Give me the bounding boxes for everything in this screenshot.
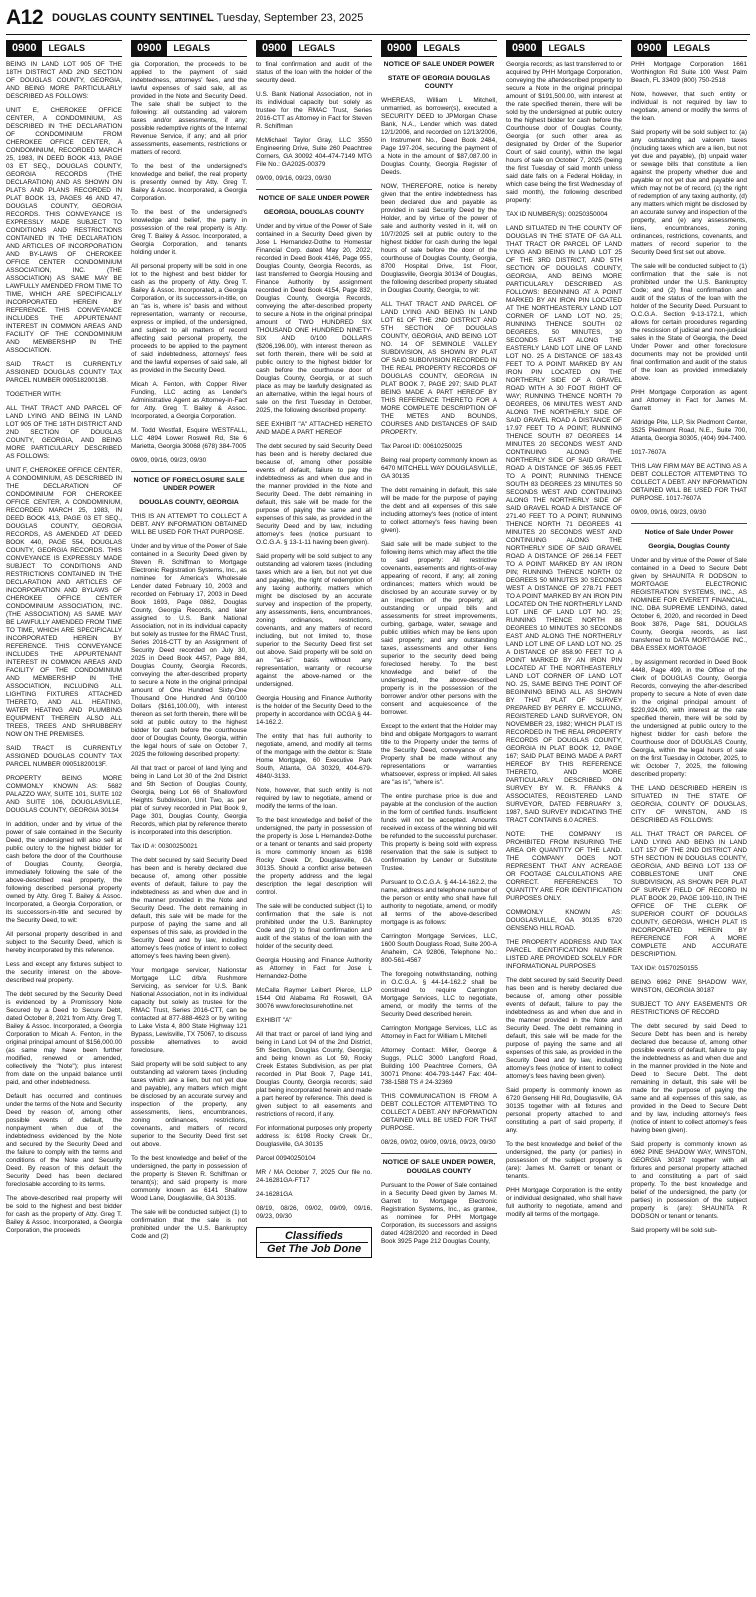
section-label: LEGALS xyxy=(173,43,210,53)
notice-paragraph: To the best of the undersigned's knowledge and belief, the real property is presently owned by Atty. Greg T. Bailey & Assoc. Incorporated, a Georgia Corporation. xyxy=(131,163,247,202)
section-label: LEGALS xyxy=(548,43,585,53)
notice-paragraph: , by assignment recorded in Deed Book 4448, Page 499, in the Office of the Clerk of DOUGLAS County, Georgia Records, conveying the after-described property to secure a Note of even date in the original principal amount of $220,924.00, with interest at the rate specified therein, there will be sold by the undersigned at public outcry to the highest bidder for cash before the Courthouse door of DOUGLAS County, Georgia, within the legal hours of sale on the first Tuesday in October, 2025, to wit: October 7, 2025, the following described property: xyxy=(631,659,747,779)
notice-paragraph: THIS LAW FIRM MAY BE ACTING AS A DEBT COLLECTOR ATTEMPTING TO COLLECT A DEBT. ANY INFORMATION OBTAINED WILL BE USED FOR THAT PURPOSE. 1017-7607A xyxy=(631,463,747,502)
notice-paragraph: 08/19, 08/26, 09/02, 09/09, 09/16, 09/23, 09/30 xyxy=(256,1205,372,1221)
section-code: 0900 xyxy=(256,41,292,56)
notice-paragraph: 09/09, 09/16, 09/23, 09/30 xyxy=(631,509,707,516)
notice-paragraph: To the best of the undersigned's knowledge and belief, the party in possession of the real property is Atty. Greg T. Bailey & Assoc. Incorporated, a Georgia Corporation, and tenants holding under it. xyxy=(131,209,247,256)
notice-paragraph: TOGETHER WITH: xyxy=(6,391,62,398)
notice-paragraph: gia Corporation, the proceeds to be applied to the payment of said indebtedness, attorneys' fees, and the lawful expenses of said sale, all as provided in the Note and Security Deed. The sale shall be subject to the following: all outstanding ad valorem taxes and/or assessments, if any; possible redemptive rights of the Internal Revenue Service, if any; and all prior assessments, easements, restrictions or matters of record. xyxy=(131,61,247,156)
notice-paragraph: BEING IN LAND LOT 905 OF THE 18TH DISTRICT AND 2ND SECTION OF DOUGLAS COUNTY, GEORGIA, AND BEING MORE PARTICULARLY DESCRIBED AS FOLLOWS: xyxy=(6,61,122,100)
notice-paragraph: TAX ID#: 01570250155 xyxy=(631,965,698,973)
notice-paragraph: All personal property will be sold in one lot to the highest and best bidder for cash as the property of Atty. Greg T. Bailey & Assoc. Incorporated, a Georgia Corporation, or its successors-in-title, on an "as is, where is" basis and without representation, warranty or recourse, express or implied, of the undersigned, and subject to all matters of record affecting said personal property, the proceeds to be applied to the payment of said indebtedness, attorneys' fees and the lawful expenses of said sale, all as provided in the Security Deed. xyxy=(131,263,247,374)
column-body xyxy=(6,61,122,1235)
notice-paragraph: Said sale will be made subject to the following items which may affect the title to said property: All restrictive covenants, easements and rights-of-way appearing of record, if any; all zoning ordinances; matters which would be disclosed by an accurate survey or by an inspection of the property; all outstanding or unpaid bills and assessments for street improvements, curbing, garbage, water, sewage and public utilities which may be liens upon said property; and any outstanding taxes, assessments and other liens superior to the security deed being foreclosed hereby. To the best knowledge and belief of the undersigned, the above-described property is in the possession of the borrower and/or other persons with the consent and acquiescence of the borrower. xyxy=(381,541,497,717)
notice-paragraph: NOTE: THE COMPANY IS PROHIBITED FROM INSURING THE AREA OR QUANTITY OF THE LAND. THE COMPANY DOES NOT REPRESENT THAT ANY ACREAGE OR FOOTAGE CALCULATIONS ARE CORRECT. REFERENCES TO QUANTITY ARE FOR IDENTIFICATION PURPOSES ONLY. xyxy=(506,831,622,902)
column-body xyxy=(131,61,247,1241)
issue-date: Tuesday, September 23, 2025 xyxy=(216,12,364,24)
notice-paragraph: PHH Mortgage Corporation is the entity or individual designated, who shall have full authority to negotiate, amend and modify all terms of the mortgage. xyxy=(506,1187,622,1218)
section-header xyxy=(381,40,497,57)
notice-divider xyxy=(131,471,247,472)
notice-paragraph: 24-16281GA xyxy=(256,1191,293,1199)
section-code: 0900 xyxy=(6,41,42,56)
section-code: 0900 xyxy=(631,41,667,56)
notice-paragraph: MR / MA October 7, 2025 Our file no. 24-16281GA-FT17 xyxy=(256,1169,372,1185)
notice-paragraph: PHH Mortgage Corporation 1661 Worthington Rd Suite 100 West Palm Beach, FL 33409 (800) 750-2518 xyxy=(631,61,747,84)
notice-heading: Georgia, Douglas County xyxy=(648,543,730,551)
notice-paragraph: THE PROPERTY ADDRESS AND TAX PARCEL IDENTIFICATION NUMBER LISTED ARE PROVIDED SOLELY FOR INFORMATIONAL PURPOSES xyxy=(506,939,622,970)
section-label: LEGALS xyxy=(673,43,710,53)
notice-paragraph: The entity that has full authority to negotiate, amend, and modify all terms of the mortgage with the debtor is: State Home Mortgage, 60 Executive Park South, Atlanta, GA 30329, 404-679-4840/-3133. xyxy=(256,733,372,781)
notice-paragraph: M. Todd Westfall, Esquire WESTFALL, LLC 4894 Lower Roswell Rd, Ste 6 Marietta, Georgia 30068 (678) 384-7005 xyxy=(131,427,247,450)
notice-paragraph: Under and by virtue of the Power of Sale contained in a Deed to Secure Debt given by SHAUNITA R DODSON to MORTGAGE ELECTRONIC REGISTRATION SYSTEMS, INC., AS NOMINEE FOR EVERETT FINANCIAL, INC. DBA SUPREME LENDING, dated October 6, 2020, and recorded in Deed Book 3876, Page 581, DOUGLAS County, Georgia records, as last transferred to DATA MORTGAGE INC., DBA ESSEX MORTGAGE xyxy=(631,557,747,653)
notice-paragraph: 09/09, 09/16, 09/23, 09/30 xyxy=(131,457,207,464)
notice-paragraph: Aldridge Pite, LLP, Six Piedmont Center, 3525 Piedmont Road, N.E., Suite 700, Atlanta, Georgia 30305, (404) 994-7400. xyxy=(631,419,747,442)
notice-heading: NOTICE OF SALE UNDER POWER, DOUGLAS COUNTY xyxy=(382,1159,496,1175)
notice-heading: STATE OF GEORGIA DOUGLAS COUNTY xyxy=(387,75,491,91)
paper-name: DOUGLAS COUNTY SENTINEL xyxy=(52,12,214,24)
notice-paragraph: BEING 6962 PINE SHADOW WAY, WINSTON, GEORGIA 30187 xyxy=(631,979,747,995)
notice-paragraph: Attorney Contact: Miller, George & Suggs, PLLC 3000 Langford Road, Building 100 Peachtree Corners, GA 30071 Phone: 404-793-1447 Fax: 404-738-1588 TS # 24-32369 xyxy=(381,1047,497,1087)
masthead xyxy=(0,0,756,42)
notice-paragraph: SAID TRACT IS CURRENTLY ASSIGNED DOUGLAS COUNTY TAX PARCEL NUMBER 09051820013B. xyxy=(6,361,122,384)
notice-paragraph: The sale will be conducted subject to (1) confirmation that the sale is not prohibited under the U.S. Bankruptcy Code; and (2) final confirmation and audit of the status of the loan with the holder of the Security Deed. Pursuant to O.C.G.A. Section 9-13-172.1, which allows for certain procedures regarding the rescission of judicial and non-judicial sales in the State of Georgia, the Deed Under Power and other foreclosure documents may not be provided until final confirmation and audit of the status of the loan as provided immediately above. xyxy=(631,263,747,382)
section-header xyxy=(131,40,247,57)
notice-paragraph: Georgia Housing and Finance Authority is the holder of the Security Deed to the property in accordance with OCGA § 44-14-162.2. xyxy=(256,695,372,727)
notice-paragraph: Tax ID #: 00300250021 xyxy=(131,843,198,851)
notice-paragraph: Carrington Mortgage Services, LLC, 1600 South Douglass Road, Suite 200-A Anaheim, CA 92806, Telephone No.: 800-561-4567 xyxy=(381,933,497,965)
column-body xyxy=(631,61,747,1235)
notice-paragraph: To the best knowledge and belief of the undersigned, the party in possession of the property is Steven R. Schiffman or tenant(s); and said property is more commonly known as 6141 Shallow Wood Lane, Douglasville, GA 30135. xyxy=(131,1155,247,1203)
notice-paragraph: ALL THAT TRACT AND PARCEL OF LAND LYING AND BEING IN LAND LOT 905 OF THE 18TH DISTRICT AND 2ND SECTION OF DOUGLAS COUNTY, GEORGIA, AND BEING MORE PARTICULARLY DESCRIBED AS FOLLOWS: xyxy=(6,405,122,460)
notice-paragraph: The above-described real property will be sold to the highest and best bidder for cash as the property of Atty. Greg T. Bailey & Assoc. Incorporated, a Georgia Corporation, the proceeds xyxy=(6,1195,122,1234)
column-4 xyxy=(381,40,497,1594)
notice-heading: GEORGIA, DOUGLAS COUNTY xyxy=(263,209,365,217)
notice-heading: Notice of Sale Under Power xyxy=(644,529,734,536)
notice-paragraph: PHH Mortgage Corporation as agent and Attorney in Fact for James M. Garrett xyxy=(631,389,747,412)
notice-paragraph: COMMONLY KNOWN AS: DOUGLASVILLE, GA 30135 6720 GENSENG HILL ROAD. xyxy=(506,909,622,932)
notice-paragraph: Your mortgage servicer, Nationstar Mortgage LLC d/b/a Rushmore Servicing, as servicer for U.S. Bank National Association, not in its individual capacity but solely as trustee for the RMAC Trust, Series 2016-CTT, can be contacted at 877-888-4623 or by writing to Lake Vista 4, 800 State Highway 121 Bypass, Lewisville, TX 75067, to discuss possible alternatives to avoid foreclosure. xyxy=(131,967,247,1055)
section-code: 0900 xyxy=(506,41,542,56)
notice-paragraph: McMichael Taylor Gray, LLC 3550 Engineering Drive, Suite 260 Peachtree Corners, GA 30092 404-474-7149 MTG File No.: GA2025-00379 xyxy=(256,137,372,168)
notice-paragraph: The sale will be conducted subject (1) to confirmation that the sale is not prohibited under the U.S. Bankruptcy Code and (2) xyxy=(131,1209,247,1241)
notice-paragraph: Said property is commonly known as 6962 PINE SHADOW WAY, WINSTON, GEORGIA 30187 together with all fixtures and personal property attached to and constituting a part of said property. To the best knowledge and belief of the undersigned, the party (or parties) in possession of the subject property is (are): SHAUNITA R DODSON or tenant or tenants. xyxy=(631,1141,747,1221)
notice-heading: DOUGLAS COUNTY, GEORGIA xyxy=(139,499,239,507)
notice-paragraph: Less and except any fixtures subject to the security interest on the above-described real property. xyxy=(6,961,122,984)
notice-paragraph: TAX ID NUMBER(S): 00250350004 xyxy=(506,211,608,218)
notice-paragraph: The debt secured by said Security Deed has been and is hereby declared due because of, among other possible events of default, failure to pay the indebtedness as and when due and in the manner provided in the Note and Security Deed. The debt remaining in default, this sale will be made for the purpose of paying the same and all expenses of this sale, as provided in the Security Deed and by law, including attorney's fees (notice of intent to collect attorney's fees having been given). xyxy=(506,977,622,1080)
notice-divider xyxy=(631,523,747,524)
legals-columns xyxy=(6,40,750,1594)
notice-paragraph: The debt secured by the Security Deed is evidenced by a Promissory Note Secured by a Deed to Secure Debt, dated October 8, 2021 from Atty. Greg T. Bailey & Assoc. Incorporated, a Georgia Corporation to Micah A. Fenton, in the original principal amount of $156,000.00 (as same may have been further modified, renewed or amended, collectively the "Note"); plus interest from date on the unpaid balance until paid, and other indebtedness. xyxy=(6,991,122,1086)
notice-paragraph: For informational purposes only property address is: 6198 Rocky Creek Dr., Douglasville, GA 30135 xyxy=(256,1125,372,1149)
section-label: LEGALS xyxy=(423,43,460,53)
section-label: LEGALS xyxy=(298,43,335,53)
notice-paragraph: All that tract or parcel of land lying and being in Land Lot 94 of the 2nd District, 5th Section, Douglas County, Georgia; and being known as Lot 59, Rocky Creek Estates Subdivision, as per plat recorded in Plat Book 7, Page 141, Douglas County, Georgia records; said plat being incorporated herein and made a part hereof by reference. This deed is given subject to all easements and restrictions of record, if any. xyxy=(256,1031,372,1119)
masthead-title xyxy=(52,12,363,24)
page-number: A12 xyxy=(6,6,44,29)
notice-divider xyxy=(381,1153,497,1154)
notice-paragraph: The debt secured by said Security Deed has been and is hereby declared due because of, among other possible events of default, failure to pay the indebtedness as and when due and in the manner provided in the Note and Security Deed. The debt remaining in default, this sale will be made for the purpose of paying the same and all expenses of this sale, as provided in the Security Deed and by law, including attorney's fees (notice pursuant to O.C.G.A. § 13-1-11 having been given). xyxy=(256,443,372,547)
notice-paragraph: SUBJECT TO ANY EASEMENTS OR RESTRICTIONS OF RECORD xyxy=(631,1001,747,1017)
notice-paragraph: EXHIBIT "A" xyxy=(256,1017,292,1025)
notice-divider xyxy=(256,189,372,190)
notice-heading: NOTICE OF FORECLOSURE SALE UNDER POWER xyxy=(133,477,245,493)
notice-paragraph: Parcel 00940250104 xyxy=(256,1155,316,1163)
notice-paragraph: SEE EXHIBIT "A" ATTACHED HERETO AND MADE A PART HEREOF xyxy=(256,421,372,437)
notice-paragraph: Georgia records; as last transferred to or acquired by PHH Mortgage Corporation, conveying the afterdescribed property to secure a Note in the original principal amount of $191,500.00, with interest at the rate specified therein, there will be sold by the undersigned at public outcry to the highest bidder for cash before the Courthouse door of Douglas County, Georgia (or such other area as designated by Order of the Superior Court of said county), within the legal hours of sale on October 7, 2025 (being the first Tuesday of said month unless said date falls on a Federal Holiday, in which case being the first Wednesday of said month), the following described property: xyxy=(506,61,622,204)
notice-paragraph: 1017-7607A xyxy=(631,449,667,456)
column-body xyxy=(381,61,497,1246)
classifieds-logo xyxy=(256,1227,372,1258)
section-header xyxy=(6,40,122,57)
notice-paragraph: Pursuant to O.C.G.A. § 44-14-162.2, the name, address and telephone number of the person or entity who shall have full authority to negotiate, amend, or modify all terms of the above-described mortgage is as follows: xyxy=(381,879,497,927)
notice-paragraph: PROPERTY BEING MORE COMMONLY KNOWN AS: 5682 PALAZZO WAY, SUITE 101, SUITE 102 AND SUITE 106, DOUGLASVILLE, DOUGLAS COUNTY, GEORGIA 30134 xyxy=(6,775,122,814)
notice-paragraph: Said property will be sold subject to any outstanding ad valorem taxes (including taxes which are a lien, but not yet due and payable), any matters which might be disclosed by an accurate survey and inspection of the property, any assessments, liens, encumbrances, zoning ordinances, restrictions, covenants, and matters of record superior to the Security Deed first set out above. xyxy=(131,1061,247,1149)
notice-paragraph: The debt remaining in default, this sale will be made for the purpose of paying the debt and all expenses of this sale including attorney's fees (notice of intent to collect attorney's fees having been given). xyxy=(381,487,497,535)
section-code: 0900 xyxy=(131,41,167,56)
notice-paragraph: Tax Parcel ID: 00610250025 xyxy=(381,443,463,451)
column-3 xyxy=(256,40,372,1594)
notice-paragraph: All that tract or parcel of land lying and being in Land Lot 30 of the 2nd District and 5th Section of Douglas County, Georgia, being Lot 66 of Shallowford Heights Subdivision, Unit Two, as per plat of survey recorded in Plat Book 9, Page 301, Douglas County, Georgia Records, which plat by reference thereto is incorporated into this description. xyxy=(131,765,247,837)
notice-paragraph: Micah A. Fenton, with Copper River Funding, LLC acting as Lender's Administrative Agent as Attorney-in-Fact for Atty. Greg T. Bailey & Assoc. Incorporated, a Georgia Corporation. xyxy=(131,381,247,420)
notice-paragraph: THIS IS AN ATTEMPT TO COLLECT A DEBT. ANY INFORMATION OBTAINED WILL BE USED FOR THAT PURPOSE. xyxy=(131,513,247,537)
notice-paragraph: Pursuant to the Power of Sale contained in a Security Deed given by James M. Garrett to Mortgage Electronic Registration Systems, Inc., as grantee, as nominee for PHH Mortgage Corporation, its successors and assigns dated 4/28/2020 and recorded in Deed Book 3925 Page 212 Douglas County, xyxy=(381,1181,497,1245)
notice-paragraph: Said property will be sold subject to any outstanding ad valorem taxes (including taxes which are a lien, but not yet due and payable), the right of redemption of any taxing authority, matters which might be disclosed by an accurate survey and inspection of the property, any assessments, liens, encumbrances, zoning ordinances, restrictions, covenants, and any matters of record including, but not limited to, those superior to the Security Deed first set out above. Said property will be sold on an "as-is" basis without any representation, warranty or recourse against the above-named or the undersigned. xyxy=(256,553,372,689)
notice-paragraph: Under and by virtue of the Power of Sale contained in a Security Deed given by Steven R. Schiffman to Mortgage Electronic Registration Systems, Inc., as nominee for America's Wholesale Lender dated February 10, 2003 and recorded on February 17, 2003 in Deed Book 1693, Page 0862, Douglas County, Georgia Records, and later assigned to U.S. Bank National Association, not in its individual capacity but solely as trustee for the RMAC Trust, Series 2016-CTT by an Assignment of Security Deed recorded on July 30, 2025 in Deed Book 4457, Page 884, Douglas County, Georgia Records, conveying the after-described property to secure a Note in the original principal amount of One Hundred Sixty-One Thousand One Hundred And 00/100 Dollars ($161,100.00), with interest thereon as set forth therein, there will be sold at public outcry to the highest bidder for cash before the courthouse door of Douglas County, Georgia, within the legal hours of sale on October 7, 2025 the following described property: xyxy=(131,543,247,759)
notice-paragraph: Note, however, that such entity or individual is not required by law to negotiate, amend or modify the terms of the loan. xyxy=(631,91,747,122)
notice-paragraph: to final confirmation and audit of the status of the loan with the holder of the security deed. xyxy=(256,61,372,84)
notice-paragraph: The debt secured by said Deed to Secure Debt has been and is hereby declared due because of, among other possible events of default, failure to pay the indebtedness as and when due and in the manner provided in the Note and Deed to Secure Debt. The debt remaining in default, this sale will be made for the purpose of paying the same and all expenses of this sale, as provided in the Deed to Secure Debt and by law, including attorney's fees (notice of intent to collect attorney's fees having been given). xyxy=(631,1023,747,1135)
column-1 xyxy=(6,40,122,1594)
notice-paragraph: McCalla Raymer Leibert Pierce, LLP 1544 Old Alabama Rd Roswell, GA 30076 www.foreclosurehotline.net xyxy=(256,987,372,1011)
notice-paragraph: Said property will be sold subject to: (a) any outstanding ad valorem taxes (including taxes which are a lien, but not yet due and payable), (b) unpaid water or sewage bills that constitute a lien against the property whether due and payable or not yet due and payable and which may not be of record, (c) the right of redemption of any taxing authority, (d) any matters which might be disclosed by an accurate survey and inspection of the property, and (e) any assessments, liens, encumbrances, zoning ordinances, restrictions, covenants, and matters of record superior to the Security Deed first set out above. xyxy=(631,129,747,256)
masthead-rule xyxy=(6,34,750,35)
notice-paragraph: Under and by virtue of the Power of Sale contained in a Security Deed given by Jose L Hernandez-Dothe to Homestar Financial Corp. dated May 20, 2022, recorded in Deed Book 4146, Page 955, Douglas County, Georgia Records, as last transferred to Georgia Housing and Finance Authority by assignment recorded in Deed Book 4154, Page 832, Douglas County, Georgia Records, conveying the after-described property to secure a Note in the original principal amount of TWO HUNDRED SIX THOUSAND ONE HUNDRED NINETY-SIX AND 0/100 DOLLARS ($206,196.00), with interest thereon as set forth therein, there will be sold at public outcry to the highest bidder for cash before the courthouse door of Douglas County, Georgia, or at such place as may be lawfully designated as an alternative, within the legal hours of sale on the first Tuesday in October, 2025, the following described property: xyxy=(256,223,372,415)
notice-paragraph: Said property will be sold sub- xyxy=(631,1227,717,1235)
section-label: LEGALS xyxy=(48,43,85,53)
classifieds-logo-tagline: Get The Job Done xyxy=(260,1242,368,1255)
notice-paragraph: WHEREAS, William L Mitchell, unmarried, as borrower(s), executed a SECURITY DEED to JPMorgan Chase Bank, N.A., Lender which was dated 12/1/2006, and recorded on 12/13/2006, in Instrument No., Deed Book 2484, Page 197-204, securing the payment of a Note in the amount of $87,087.00 in Douglas County, Georgia Register of Deeds. xyxy=(381,97,497,177)
notice-paragraph: In addition, under and by virtue of the power of sale contained in the Security Deed, the undersigned will also sell at public outcry to the highest bidder for cash before the door of the Courthouse of Douglas County, Georgia, immediately following the sale of the above-described real property, the following described personal property owned by Atty. Greg T. Bailey & Assoc. Incorporated, a Georgia Corporation, or its successors-in-title and secured by the Security Deed, to wit: xyxy=(6,821,122,924)
column-6 xyxy=(631,40,747,1594)
notice-paragraph: U.S. Bank National Association, not in its individual capacity but solely as trustee for the RMAC Trust, Series 2016-CTT as Attorney in Fact for Steven R. Schiffman xyxy=(256,91,372,130)
column-5 xyxy=(506,40,622,1594)
notice-paragraph: UNIT E, CHEROKEE OFFICE CENTER, A CONDOMINIUM, AS DESCRIBED IN THE DECLARATION OF CONDOMINIUM FROM CHEROKEE OFFICE CENTER, A CONDOMINIUM, RECORDED MARCH 25, 1983, IN DEED BOOK 413, PAGE 03 ET SEQ., DOUGLAS COUNTY, GEORGIA RECORDS (THE DECLARATION) AND AS SHOWN ON PLATS AND PLANS RECORDED IN PLAT BOOK 13, PAGES 46 AND 47, DOUGLAS COUNTY, GEORGIA RECORDS. THIS CONVEYANCE IS EXPRESSLY MADE SUBJECT TO CONDITIONS AND RESTRICTIONS CONTAINED IN THE DECLARATION AND ARTICLES OF INCORPORATION AND BY-LAWS OF CHEROKEE OFFICE CENTER CONDOMINIUM ASSOCIATION, INC. (THE ASSOCIATION) AS SAME MAY BE LAWFULLY AMENDED FROM TIME TO TIME, WHICH ARE SPECIFICALLY INCORPORATED HEREIN BY REFERENCE. THIS CONVEYANCE INCLUDES THE APPURTENANT INTEREST IN COMMON AREAS AND FACILITY OF THE CONDOMINIUM AND MEMBERSHIP IN THE ASSOCIATION. xyxy=(6,107,122,354)
section-code: 0900 xyxy=(381,41,417,56)
notice-paragraph: ALL THAT TRACT OR PARCEL OF LAND LYING AND BEING IN LAND LOT 157 OF THE 2ND DISTRICT AND 5TH SECTION IN DOUGLAS COUNTY, GEORGIA, AND BEING LOT 133 OF COBBLESTONE UNIT ONE SUBDIVISION, AS SHOWN PER PLAT OF SURVEY FIELD OF RECORD IN PLAT BOOK 29, PAGE 109-110, IN THE OFFICE OF THE CLERK OF SUPERIOR COURT OF DOUGLAS COUNTY, GEORGIA, WHICH PLAT IS INCORPORATED HEREIN BY REFERENCE FOR A MORE COMPLETE AND ACCURATE DESCRIPTION. xyxy=(631,831,747,959)
notice-heading: NOTICE OF SALE UNDER POWER xyxy=(258,195,370,202)
notice-paragraph: 08/26, 09/02, 09/09, 09/16, 09/23, 09/30 xyxy=(381,1139,496,1147)
notice-paragraph: To the best knowledge and belief of the undersigned, the party (or parties) in possession of the subject property is (are): James M. Garrett or tenant or tenants. xyxy=(506,1141,622,1180)
notice-paragraph: SAID TRACT IS CURRENTLY ASSIGNED DOUGLAS COUNTY TAX PARCEL NUMBER 09051820013F. xyxy=(6,745,122,768)
notice-paragraph: ALL THAT TRACT AND PARCEL OF LAND LYING AND BEING IN LAND LOT 61 OF THE 2ND DISTRICT AND 5TH SECTION OF DOUGLAS COUNTY, GEORGIA, AND BEING LOT NO. 14 OF SEMINOLE VALLEY SUBDIVISION, AS SHOWN BY PLAT OF SAID SUBDIVISION RECORDED IN THE REAL PROPERTY RECORDS OF DOUGLAS COUNTY, GEORGIA IN PLAT BOOK 7, PAGE 297; SAID PLAT BEING MADE A PART HEREOF BY THIS REFERENCE THERETO FOR A MORE COMPLETE DESCRIPTION OF THE METES AND BOUNDS, COURSES AND DISTANCES OF SAID PROPERTY. xyxy=(381,301,497,437)
notice-paragraph: NOW, THEREFORE, notice is hereby given that the entire indebtedness has been declared due and payable as provided in said Security Deed by the Holder, and by virtue of the power of sale and authority vested in it, will on 10/7/2025 sell at public outcry to the highest bidder for cash during the legal hours of sale before the door of the courthouse of Douglas County, Georgia, 8700 Hospital Drive, 1st Floor, Douglasville, Georgia 30134 of Douglas, the following described property situated in Douglas County, Georgia, to wit: xyxy=(381,183,497,295)
notice-paragraph: THE LAND DESCRIBED HEREIN IS SITUATED IN THE STATE OF GEORGIA, COUNTY OF DOUGLAS, CITY OF WINSTON, AND IS DESCRIBED AS FOLLOWS: xyxy=(631,785,747,825)
notice-heading: NOTICE OF SALE UNDER POWER xyxy=(383,61,495,68)
notice-paragraph: LAND SITUATED IN THE COUNTY OF DOUGLAS IN THE STATE OF GA ALL THAT TRACT OR PARCEL OF LAND LYING AND BEING IN LAND LOT 25 OF THE 3RD DISTRICT, AND 5TH SECTION OF DOUGLAS COUNTY, GEORGIA, AND BEING MORE PARTICULARLY DESCRIBED AS FOLLOWS: BEGINNING AT A POINT MARKED BY AN IRON PIN LOCATED AT THE NORTHEASTERLY LAND LOT CORNER OF LAND LOT NO. 25; RUNNING THENCE SOUTH 02 DEGREES, 50 MINUTES, 30 SECONDS EAST ALONG THE EASTERLY LAND LOT LINE OF LAND LOT NO. 25 A DISTANCE OF 183.43 FEET TO A POINT MARKED BY AN IRON PIN LOCATED ON THE NORTHERLY SIDE OF A GRAVEL ROAD WITH A 30 FOOT RIGHT OF WAY; RUNNING THENCE NORTH 79 DEGREES, 06 MINUTES WEST AND ALONG THE NORTHERLY SIDE OF SAID GRAVEL ROAD A DISTANCE OF 17.97 FEET TO A POINT; RUNNING THENCE SOUTH 87 DEGREES 14 MINUTES 20 SECONDS WEST AND CONTINUING ALONG THE NORTHERLY SIDE OF SAID GRAVEL ROAD A DISTANCE OF 365.95 FEET TO A POINT; RUNNING THENCE SOUTH 83 DEGREES 23 MINUTES 50 SECONDS WEST AND CONTINUING ALONG THE NORTHERLY SIDE OF SAID GRAVEL ROAD A DISTANCE OF 271.40 FEET TO A POINT; RUNNING THENCE NORTH 71 DEGREES 41 MINUTES 20 SECONDS WEST AND CONTINUING ALONG THE NORTHERLY SIDE OF SAID GRAVEL ROAD A DISTANCE OF 266.14 FEET TO A POINT MARKED BY AN IRON PIN; RUNNING THENCE NORTH 02 DEGREES 50 MINUTES 30 SECONDS WEST A DISTANCE OF 278.71 FEET TO A POINT MARKED BY AN IRON PIN LOCATED ON THE NORTHERLY LAND LOT LINE OF LAND LOT NO. 25; RUNNING THENCE NORTH 88 DEGREES 10 MINUTES 30 SECONDS EAST AND ALONG THE NORTHERLY LAND LOT LINE OF LAND LOT NO. 25 A DISTANCE OF 858.90 FEET TO A POINT MARKED BY AN IRON PIN LOCATED AT THE NORTHEASTERLY LAND LOT CORNER OF LAND LOT NO. 25, SAME BEING THE POINT OF BEGINNING BEING ALL AS SHOWN BY THAT PLAT OF SURVEY PREPARED BY PERRY E. MCCLUNG, REGISTERED LAND SURVEYOR, ON NOVEMBER 23, 1982; WHICH PLAT IS RECORDED IN THE REAL PROPERTY RECORDS OF DOUGLAS COUNTY, GEORGIA IN PLAT BOOK 12, PAGE 167; SAID PLAT BEING MADE A PART HEREOF BY THIS REFERENCE THERETO, AND MORE PARTICULARLY DESCRIBED ON SURVEY BY W. R. FRANKS & ASSOCIATES, REGISTERED LAND SURVEYOR, DATED FEBRUARY 3, 1987, SAID SURVEY INDICATING THE TRACT CONTAINS 6.0 ACRES. xyxy=(506,225,622,824)
notice-paragraph: All personal property described in and subject to the Security Deed, which is hereby incorporated by this reference. xyxy=(6,931,122,954)
notice-paragraph: 09/09, 09/16, 09/23, 09/30 xyxy=(256,175,332,182)
column-2 xyxy=(131,40,247,1594)
notice-paragraph: The foregoing notwithstanding, nothing in O.C.G.A. § 44-14-162.2 shall be construed to require Carrington Mortgage Services, LLC to negotiate, amend, or modify the terms of the Security Deed described herein. xyxy=(381,971,497,1019)
notice-paragraph: Note, however, that such entity is not required by law to negotiate, amend or modify the terms of the loan. xyxy=(256,787,372,811)
notice-paragraph: To the best knowledge and belief of the undersigned, the party in possession of the property is Jose L Hernandez-Dothe or a tenant or tenants and said property is more commonly known as 6198 Rocky Creek Dr, Douglasville, GA 30135. Should a conflict arise between the property address and the legal description the legal description will control. xyxy=(256,817,372,897)
notice-paragraph: Except to the extent that the Holder may bind and obligate Mortgagors to warrant title to the Property under the terms of the Security Deed, conveyance of the Property shall be made without any representations or warranties whatsoever, express or implied. All sales are "as is", "where is". xyxy=(381,723,497,787)
section-header xyxy=(506,40,622,57)
notice-paragraph: Default has occurred and continues under the terms of the Note and Security Deed by reason of, among other possible events of default, the nonpayment when due of the indebtedness evidenced by the Note and secured by the Security Deed and the failure to comply with the terms and conditions of the Note and Security Deed. By reason of this default the Security Deed has been declared foreclosable according to its terms. xyxy=(6,1093,122,1188)
classifieds-logo-text: Classifieds xyxy=(284,1230,344,1243)
notice-paragraph: Carrington Mortgage Services, LLC as Attorney in Fact for William L Mitchell xyxy=(381,1025,497,1041)
notice-paragraph: THIS COMMUNICATION IS FROM A DEBT COLLECTOR ATTEMPTING TO COLLECT A DEBT. ANY INFORMATION OBTAINED WILL BE USED FOR THAT PURPOSE. xyxy=(381,1093,497,1133)
notice-paragraph: The entire purchase price is due and payable at the conclusion of the auction in the form of certified funds. Insufficient funds will not be accepted. Amounts received in excess of the winning bid will be refunded to the successful purchaser. This property is being sold with express reservation that the sale is subject to confirmation by Lender or Substitute Trustee. xyxy=(381,793,497,873)
notice-paragraph: The debt secured by said Security Deed has been and is hereby declared due because of, among other possible events of default, failure to pay the indebtedness as and when due and in the manner provided in the Note and Security Deed. The debt remaining in default, this sale will be made for the purpose of paying the same and all expenses of this sale, as provided in the Security Deed and by law, including attorney's fees (notice of intent to collect attorney's fees having been given). xyxy=(131,857,247,961)
notice-paragraph: Said property is commonly known as 6720 Genseng Hill Rd, Douglasville, GA 30135 together with all fixtures and personal property attached to and constituting a part of said property, if any. xyxy=(506,1087,622,1134)
notice-paragraph: Georgia Housing and Finance Authority as Attorney in Fact for Jose L Hernandez-Dothe xyxy=(256,957,372,981)
section-header xyxy=(631,40,747,57)
notice-paragraph: UNIT F, CHEROKEE OFFICE CENTER, A CONDOMINIUM, AS DESCRIBED IN THE DECLARATION OF CONDOMINIUM FOR CHEROKEE OFFICE CENTER, A CONDOMINIUM, RECORDED MARCH 25, 1983, IN DEED BOOK 413, PAGE 03 ET SEQ., DOUGLAS COUNTY, GEORGIA RECORDS, AS AMENDED AT DEED BOOK 440, PAGE 554, DOUGLAS COUNTY, GEORGIA RECORDS. THIS CONVEYANCE IS EXPRESSLY MADE SUBJECT TO CONDITIONS AND RESTRICTIONS CONTAINED IN THE DECLARATION AND ARTICLES OF INCORPORATION AND BYLAWS OF CHEROKEE OFFICE CENTER CONDOMINIUM ASSOCIATION, INC. (THE ASSOCIATION) AS SAME MAY BE LAWFULLY AMENDED FROM TIME TO TIME, WHICH ARE SPECIFICALLY INCORPORATED HEREIN BY REFERENCE. THIS CONVEYANCE INCLUDES THE APPURTENANT INTEREST IN COMMON AREAS AND FACILITY OF THE CONDOMINIUM AND MEMBERSHIP IN THE ASSOCIATION, INCLUDING ALL LIGHTING FIXTURES ATTACHED THERETO, AND ALL HEATING, WATER HEATING AND PLUMBING EQUIPMENT THEREIN ALSO ALL TREES, TREES AND SHRUBBERY NOW ON THE PREMISES. xyxy=(6,467,122,738)
section-header xyxy=(256,40,372,57)
column-body xyxy=(506,61,622,1219)
column-body xyxy=(256,61,372,1258)
notice-paragraph: The sale will be conducted subject (1) to confirmation that the sale is not prohibited under the U.S. Bankruptcy Code and (2) to final confirmation and audit of the status of the loan with the holder of the security deed. xyxy=(256,903,372,951)
notice-paragraph: Being real property commonly known as 6470 MITCHELL WAY DOUGLASVILLE, GA 30135 xyxy=(381,457,497,481)
